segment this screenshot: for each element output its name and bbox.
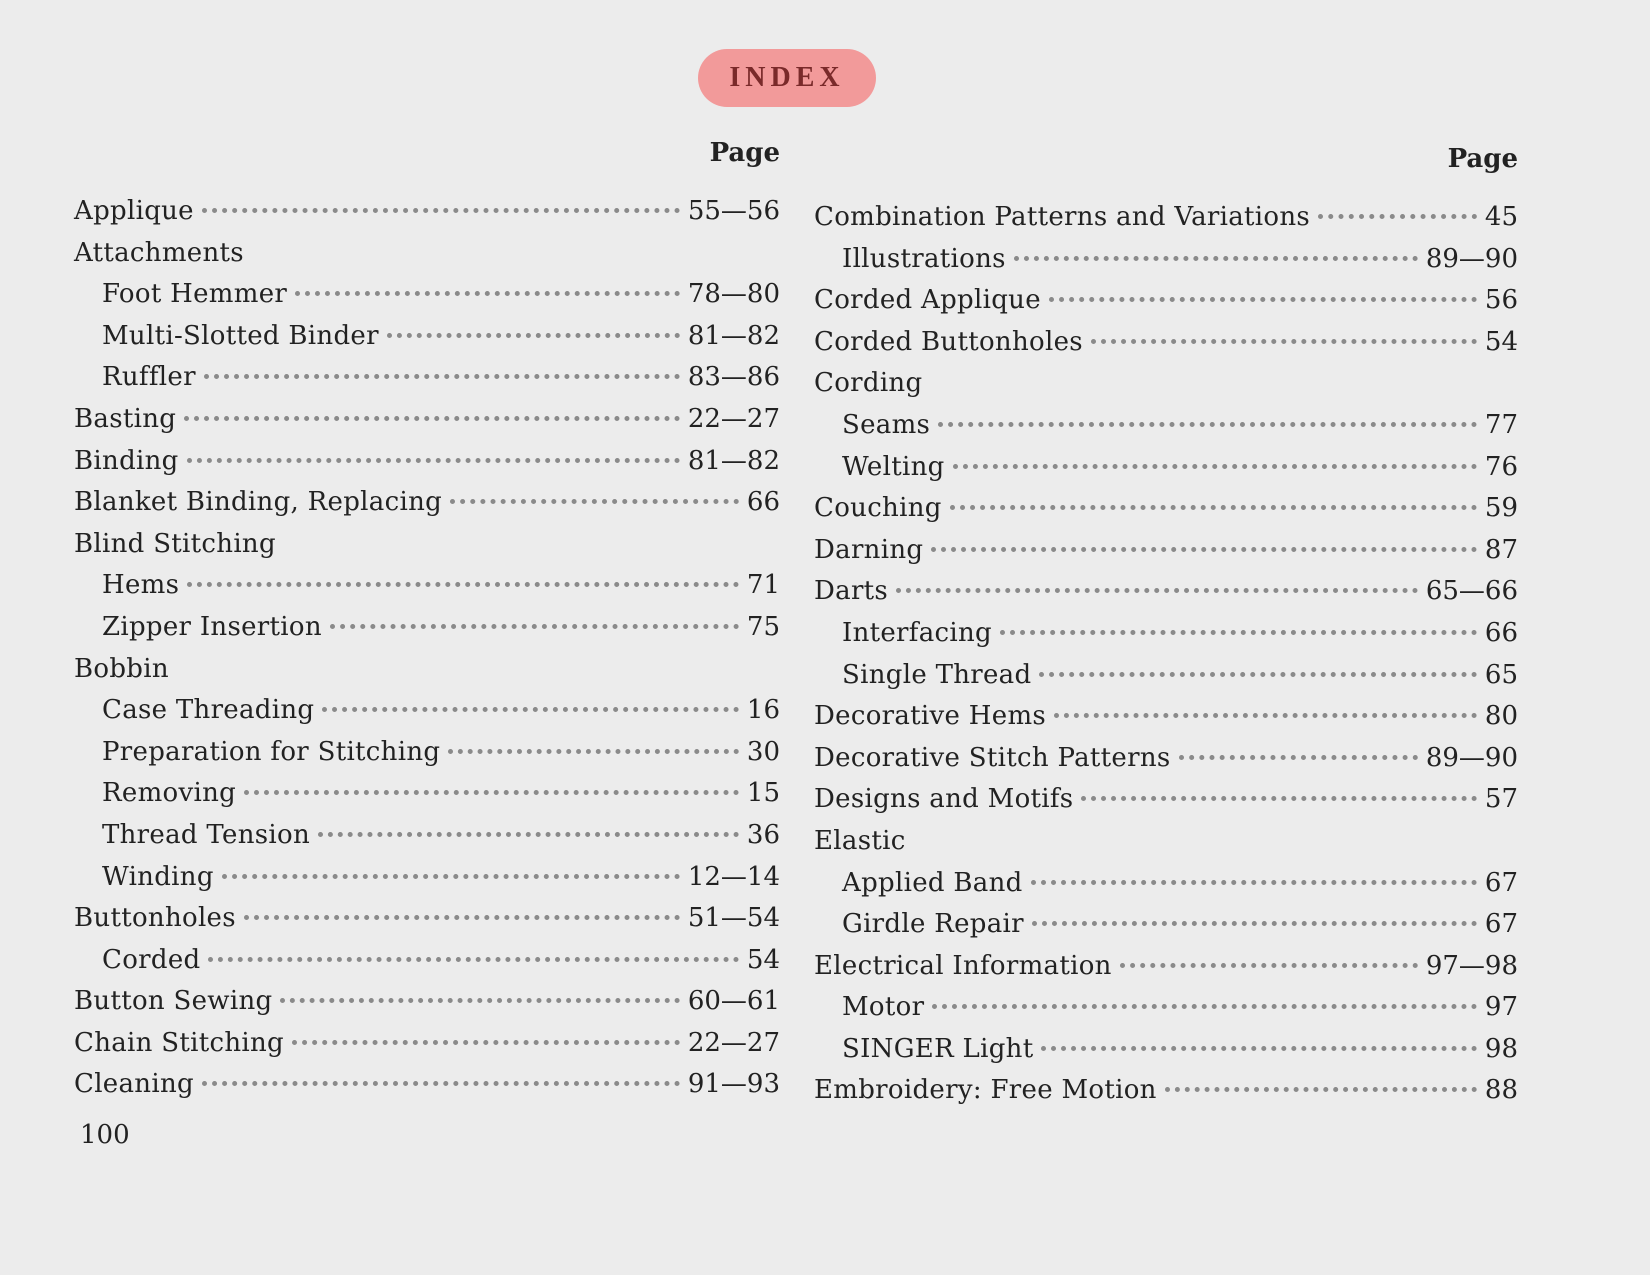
entry-term: Basting <box>74 403 177 434</box>
index-entry <box>814 534 1518 579</box>
entry-term: Applique <box>74 196 194 226</box>
dot-leader <box>222 862 680 879</box>
entry-term: Cording <box>814 368 923 399</box>
index-entry <box>74 819 780 864</box>
index-entry <box>814 370 1518 412</box>
dot-leader <box>184 404 680 421</box>
entry-page: 54 <box>746 944 780 975</box>
entry-term: Girdle Repair <box>842 909 1024 940</box>
index-entry <box>74 528 780 573</box>
dot-leader <box>1054 701 1477 718</box>
entry-term: Hems <box>102 570 180 601</box>
entry-page: 15 <box>746 778 780 809</box>
index-entry <box>814 1077 1518 1119</box>
index-entry <box>74 944 780 989</box>
dot-leader <box>280 986 679 1003</box>
page-number: 100 <box>80 1120 130 1150</box>
dot-leader <box>330 612 739 629</box>
dot-leader <box>1014 244 1418 261</box>
index-title-badge <box>698 49 876 107</box>
entry-term: Motor <box>842 992 925 1023</box>
entry-term: Foot Hemmer <box>102 279 288 310</box>
index-entry <box>74 905 780 947</box>
entry-page: 66 <box>1484 617 1518 648</box>
entry-page: 89—90 <box>1425 243 1518 274</box>
dot-leader <box>1049 285 1477 302</box>
entry-term: Winding <box>102 861 214 892</box>
dot-leader <box>931 535 1477 552</box>
index-entry <box>814 326 1518 371</box>
entry-term: Binding <box>74 445 179 476</box>
dot-leader <box>1120 951 1418 968</box>
entry-term: Single Thread <box>842 659 1032 690</box>
dot-leader <box>244 903 680 920</box>
index-entry <box>74 1071 780 1113</box>
page-column-header: Page <box>709 138 780 168</box>
entry-page: 67 <box>1484 867 1518 898</box>
entry-term: Bobbin <box>74 653 169 684</box>
entry-page: 30 <box>746 736 780 767</box>
entry-page: 65—66 <box>1425 576 1518 607</box>
dot-leader <box>187 570 739 587</box>
entry-page: 51—54 <box>687 903 780 934</box>
dot-leader <box>1000 618 1477 635</box>
dot-leader <box>202 196 680 213</box>
entry-term: SINGER Light <box>842 1033 1034 1064</box>
entry-term: Interfacing <box>842 617 992 648</box>
entry-term: Preparation for Stitching <box>102 736 441 767</box>
index-entry <box>74 697 780 739</box>
index-entry <box>814 742 1518 787</box>
index-entry <box>814 287 1518 329</box>
dot-leader <box>204 362 680 379</box>
dot-leader <box>938 410 1477 427</box>
entry-page: 97—98 <box>1425 950 1518 981</box>
dot-leader <box>1179 743 1418 760</box>
index-entry <box>74 320 780 365</box>
index-entry <box>74 403 780 448</box>
index-entry <box>74 611 780 656</box>
entry-term: Zipper Insertion <box>102 611 322 642</box>
entry-page: 89—90 <box>1425 742 1518 773</box>
index-column-right <box>814 138 1518 1119</box>
index-entry <box>74 489 780 531</box>
entry-term: Chain Stitching <box>74 1027 284 1058</box>
entry-page: 83—86 <box>687 362 780 393</box>
entry-term: Corded Buttonholes <box>814 326 1083 357</box>
entry-term: Embroidery: Free Motion <box>814 1075 1157 1106</box>
index-entry <box>814 617 1518 662</box>
entry-page: 75 <box>746 611 780 642</box>
entry-term: Buttonholes <box>74 903 236 934</box>
dot-leader <box>1165 1075 1477 1092</box>
entry-term: Corded Applique <box>814 285 1041 316</box>
dot-leader <box>1032 909 1477 926</box>
entry-term: Blanket Binding, Replacing <box>74 487 443 518</box>
entry-page: 77 <box>1484 409 1518 440</box>
dot-leader <box>1081 784 1476 801</box>
entry-page: 45 <box>1484 202 1518 232</box>
index-entry <box>814 659 1518 704</box>
dot-leader <box>1318 202 1477 219</box>
entry-term: Elastic <box>814 825 906 856</box>
entry-page: 98 <box>1484 1033 1518 1064</box>
index-entry <box>74 861 780 906</box>
index-entry <box>74 281 780 323</box>
index-entry <box>814 495 1518 537</box>
entry-page: 16 <box>746 695 780 726</box>
entry-term: Decorative Hems <box>814 701 1047 732</box>
index-column-left <box>74 138 780 1113</box>
entry-term: Case Threading <box>102 695 315 726</box>
index-entry <box>74 198 780 240</box>
entry-page: 36 <box>746 819 780 850</box>
entry-page: 12—14 <box>687 861 780 892</box>
entry-page: 78—80 <box>687 279 780 310</box>
entry-page: 66 <box>746 487 780 518</box>
entry-page: 60—61 <box>687 986 780 1017</box>
dot-leader <box>187 446 680 463</box>
entry-term: Removing <box>102 778 237 809</box>
index-entry <box>814 204 1518 246</box>
entry-page: 22—27 <box>687 403 780 434</box>
entry-page: 54 <box>1484 326 1518 357</box>
dot-leader <box>1091 327 1477 344</box>
entry-page: 67 <box>1484 909 1518 940</box>
index-entry <box>814 578 1518 620</box>
entry-page: 59 <box>1484 493 1518 524</box>
index-entry <box>74 653 780 698</box>
entry-term: Combination Patterns and Variations <box>814 202 1311 232</box>
index-entry <box>74 988 780 1030</box>
entry-page: 76 <box>1484 451 1518 482</box>
dot-leader <box>1031 868 1477 885</box>
entry-term: Darts <box>814 576 889 607</box>
index-entry <box>814 243 1518 288</box>
entry-term: Ruffler <box>102 362 196 393</box>
entry-page: 81—82 <box>687 320 780 351</box>
dot-leader <box>896 576 1418 593</box>
entry-page: 97 <box>1484 992 1518 1023</box>
entry-term: Button Sewing <box>74 986 273 1017</box>
index-entry <box>814 1033 1518 1078</box>
entry-term: Thread Tension <box>102 819 311 850</box>
entry-term: Corded <box>102 944 201 975</box>
dot-leader <box>318 820 739 837</box>
entry-page: 22—27 <box>687 1027 780 1058</box>
entry-page: 71 <box>746 570 780 601</box>
index-entry <box>74 736 780 781</box>
entry-list <box>74 198 780 1113</box>
entry-term: Multi-Slotted Binder <box>102 320 379 351</box>
index-title: INDEX <box>729 62 845 93</box>
index-entry <box>814 950 1518 995</box>
entry-term: Welting <box>842 451 945 482</box>
entry-page: 80 <box>1484 701 1518 732</box>
index-entry <box>814 867 1518 912</box>
entry-term: Designs and Motifs <box>814 784 1074 815</box>
dot-leader <box>953 452 1477 469</box>
entry-page: 65 <box>1484 659 1518 690</box>
entry-page: 87 <box>1484 534 1518 565</box>
entry-term: Attachments <box>74 237 244 268</box>
index-entry <box>74 237 780 282</box>
index-entry <box>814 825 1518 870</box>
index-entry <box>814 994 1518 1036</box>
dot-leader <box>450 487 739 504</box>
dot-leader <box>1039 660 1476 677</box>
index-entry <box>814 409 1518 454</box>
entry-term: Decorative Stitch Patterns <box>814 742 1171 773</box>
entry-term: Electrical Information <box>814 950 1112 981</box>
index-entry <box>814 451 1518 496</box>
dot-leader <box>292 1028 680 1045</box>
dot-leader <box>295 279 680 296</box>
entry-page: 55—56 <box>687 196 780 226</box>
index-entry <box>74 572 780 614</box>
entry-term: Darning <box>814 534 924 565</box>
index-entry <box>74 364 780 406</box>
entry-page: 81—82 <box>687 445 780 476</box>
index-entry <box>74 445 780 490</box>
entry-term: Seams <box>842 409 931 440</box>
dot-leader <box>448 737 739 754</box>
dot-leader <box>208 945 738 962</box>
dot-leader <box>1041 1034 1476 1051</box>
entry-list <box>814 204 1518 1119</box>
dot-leader <box>950 493 1477 510</box>
entry-page: 88 <box>1484 1075 1518 1106</box>
entry-page: 91—93 <box>687 1069 780 1100</box>
entry-term: Blind Stitching <box>74 528 276 559</box>
dot-leader <box>322 695 739 712</box>
dot-leader <box>387 321 680 338</box>
index-entry <box>814 786 1518 828</box>
entry-term: Couching <box>814 493 942 524</box>
dot-leader <box>202 1069 680 1086</box>
index-entry <box>74 1027 780 1072</box>
entry-term: Cleaning <box>74 1069 194 1100</box>
entry-page: 56 <box>1484 285 1518 316</box>
dot-leader <box>244 778 739 795</box>
index-entry <box>74 780 780 822</box>
entry-term: Illustrations <box>842 243 1006 274</box>
entry-term: Applied Band <box>842 867 1023 898</box>
entry-page: 57 <box>1484 784 1518 815</box>
index-entry <box>814 703 1518 745</box>
page-column-header: Page <box>1447 144 1518 174</box>
index-entry <box>814 911 1518 953</box>
dot-leader <box>932 992 1477 1009</box>
